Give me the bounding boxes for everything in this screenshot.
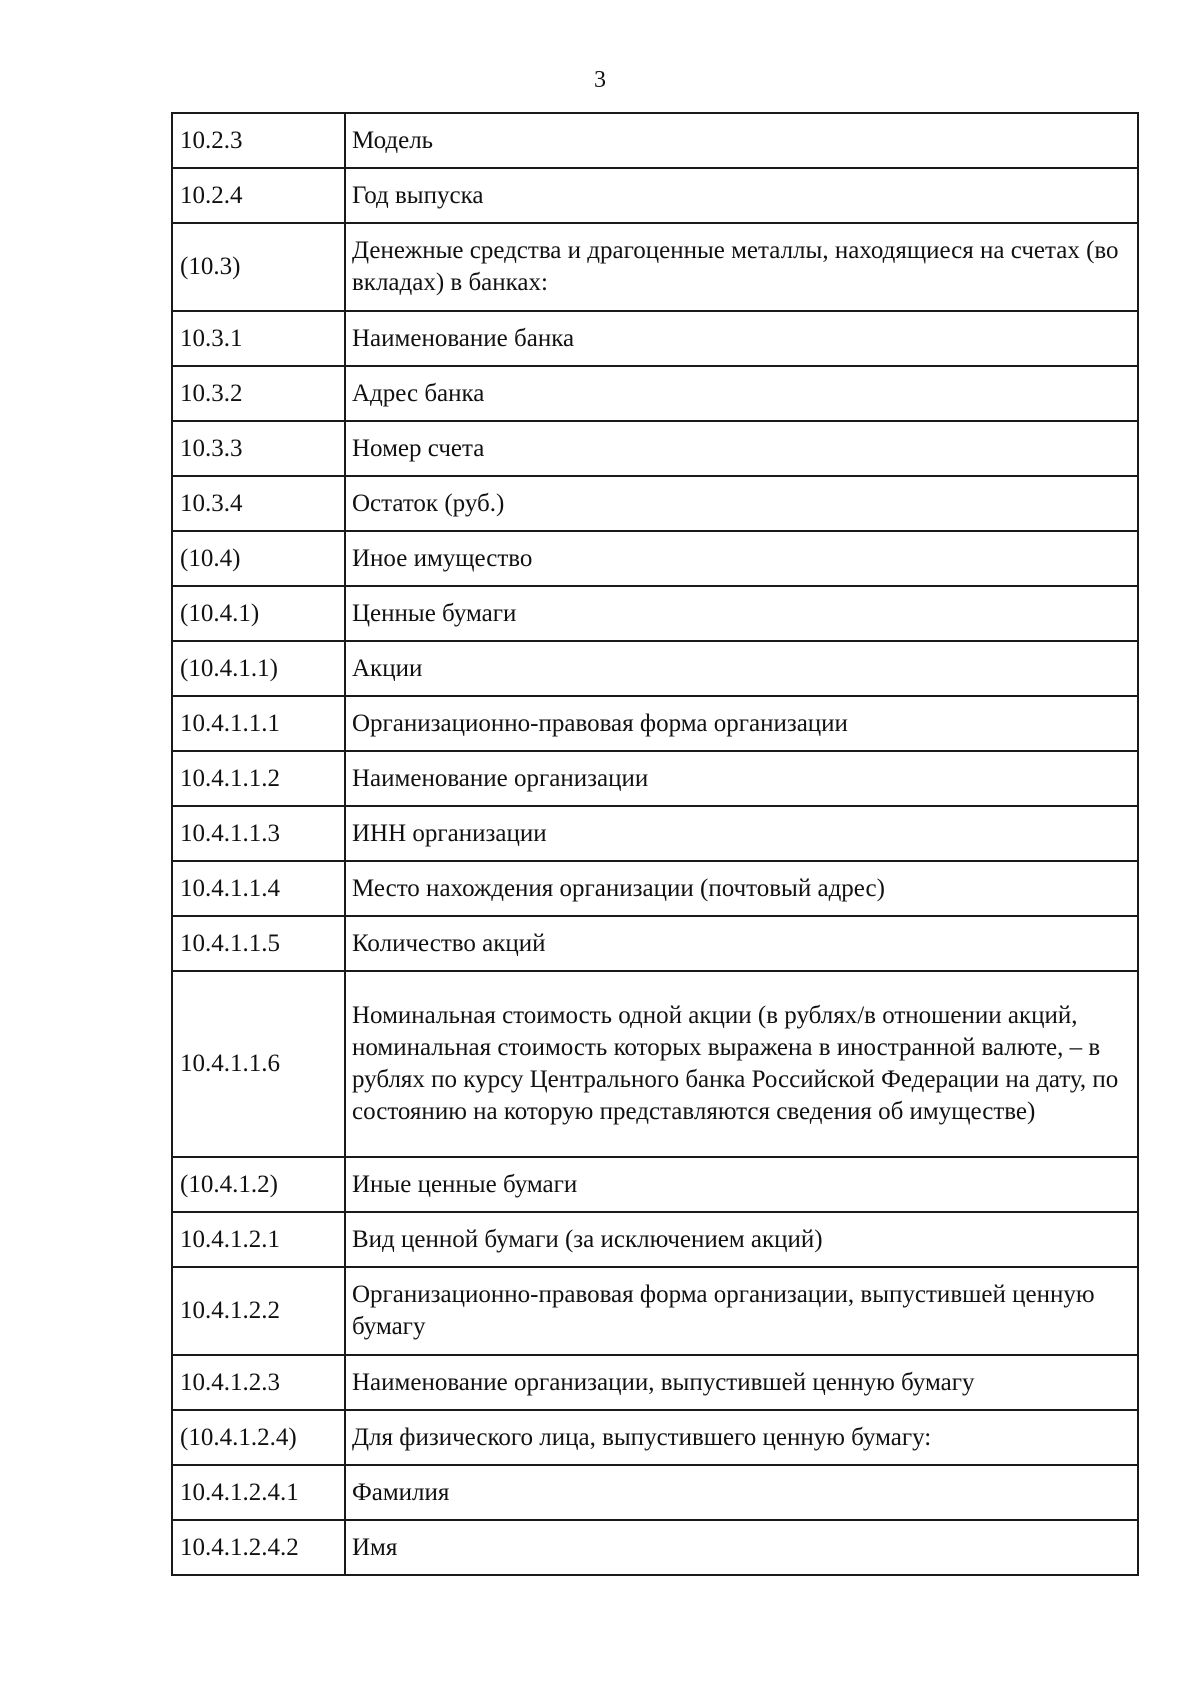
row-code: 10.4.1.1.1 — [172, 696, 345, 751]
row-description: Место нахождения организации (почтовый адрес) — [345, 861, 1138, 916]
row-description: Количество акций — [345, 916, 1138, 971]
row-code: 10.4.1.1.5 — [172, 916, 345, 971]
table-row — [172, 806, 1138, 861]
table-row — [172, 113, 1138, 168]
row-code: (10.4.1.1) — [172, 641, 345, 696]
row-code: 10.4.1.1.6 — [172, 971, 345, 1157]
table-row — [172, 916, 1138, 971]
row-code: 10.4.1.2.1 — [172, 1212, 345, 1267]
table-row — [172, 1157, 1138, 1212]
row-description: Иное имущество — [345, 531, 1138, 586]
row-description: Модель — [345, 113, 1138, 168]
table-row — [172, 1410, 1138, 1465]
row-code: 10.3.4 — [172, 476, 345, 531]
row-description: Остаток (руб.) — [345, 476, 1138, 531]
row-description: Наименование организации, выпустившей ценную бумагу — [345, 1355, 1138, 1410]
row-description: Наименование банка — [345, 311, 1138, 366]
row-description: Организационно-правовая форма организации — [345, 696, 1138, 751]
page-number: 3 — [594, 67, 606, 93]
row-description: Акции — [345, 641, 1138, 696]
row-description: Вид ценной бумаги (за исключением акций) — [345, 1212, 1138, 1267]
table-row — [172, 751, 1138, 806]
row-code: 10.4.1.2.4.2 — [172, 1520, 345, 1575]
row-code: 10.4.1.1.3 — [172, 806, 345, 861]
table-row — [172, 1212, 1138, 1267]
row-description: Ценные бумаги — [345, 586, 1138, 641]
row-code: 10.4.1.2.4.1 — [172, 1465, 345, 1520]
row-code: (10.4.1) — [172, 586, 345, 641]
row-code: 10.3.1 — [172, 311, 345, 366]
row-code: (10.4) — [172, 531, 345, 586]
table-row — [172, 696, 1138, 751]
table-row — [172, 586, 1138, 641]
row-description: Год выпуска — [345, 168, 1138, 223]
row-description: Наименование организации — [345, 751, 1138, 806]
row-code: (10.4.1.2.4) — [172, 1410, 345, 1465]
table-row — [172, 311, 1138, 366]
row-code: 10.2.4 — [172, 168, 345, 223]
row-description: Организационно-правовая форма организации, выпустившей ценную бумагу — [345, 1267, 1138, 1355]
table-row — [172, 168, 1138, 223]
table-row — [172, 366, 1138, 421]
row-description: ИНН организации — [345, 806, 1138, 861]
table-row — [172, 641, 1138, 696]
row-description: Адрес банка — [345, 366, 1138, 421]
row-description: Иные ценные бумаги — [345, 1157, 1138, 1212]
table-row — [172, 531, 1138, 586]
row-code: 10.4.1.1.4 — [172, 861, 345, 916]
table-row — [172, 476, 1138, 531]
table-row — [172, 861, 1138, 916]
table-row — [172, 421, 1138, 476]
table-row — [172, 1465, 1138, 1520]
table-row — [172, 1355, 1138, 1410]
row-code: 10.4.1.2.2 — [172, 1267, 345, 1355]
table-row — [172, 1520, 1138, 1575]
row-code: 10.3.2 — [172, 366, 345, 421]
row-description: Фамилия — [345, 1465, 1138, 1520]
row-description: Номер счета — [345, 421, 1138, 476]
table-row — [172, 223, 1138, 311]
property-table — [171, 112, 1139, 1576]
row-code: (10.4.1.2) — [172, 1157, 345, 1212]
row-code: (10.3) — [172, 223, 345, 311]
row-code: 10.4.1.2.3 — [172, 1355, 345, 1410]
row-code: 10.2.3 — [172, 113, 345, 168]
table-row — [172, 1267, 1138, 1355]
row-code: 10.4.1.1.2 — [172, 751, 345, 806]
row-code: 10.3.3 — [172, 421, 345, 476]
row-description: Денежные средства и драгоценные металлы, находящиеся на счетах (во вкладах) в банках: — [345, 223, 1138, 311]
row-description: Для физического лица, выпустившего ценную бумагу: — [345, 1410, 1138, 1465]
table-row — [172, 971, 1138, 1157]
row-description: Номинальная стоимость одной акции (в рублях/в отношении акций, номинальная стоимость которых выражена в иностранной валюте, – в рублях по курсу Центрального банка Российской Федерации на дату, по состоянию на которую представляются сведения об имуществе) — [345, 971, 1138, 1157]
row-description: Имя — [345, 1520, 1138, 1575]
